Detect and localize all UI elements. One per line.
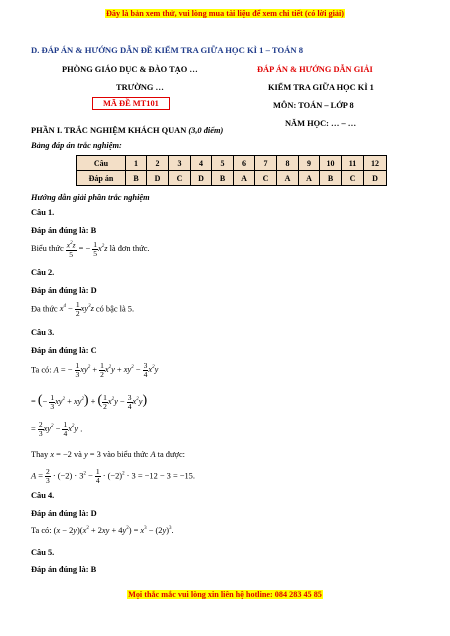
school-label: TRƯỜNG … [116,83,164,92]
q3-step1: Ta có: A = − $\frac{1}{3}$ $xy^2$ + $\frac{1}{2}$ $x^2y + xy^2$ − $\frac{3}{4}$ $x^2y$ [31,361,159,379]
answer-letter: B [212,171,234,186]
q3-final: A = $\frac{2}{3}$ · $(-2) \cdot 3^2$ − $\frac{1}{4}$ · $(-2)^2 \cdot 3 = -12 - 3 = -15$. [31,467,195,485]
subject-label: MÔN: TOÁN – LỚP 8 [273,101,354,110]
part1-heading: PHẦN I. TRẮC NGHIỆM KHÁCH QUAN (3,0 điểm) [31,126,224,135]
question-row [77,156,387,171]
question-number: 3 [169,156,191,171]
answer-letter: B [320,171,342,186]
question-number: 7 [255,156,277,171]
question-row-label: Câu [77,156,126,171]
q5-label: Câu 5. [31,548,55,557]
answer-letter: B [126,171,147,186]
q4-explanation: Ta có: $(x - 2y)(x^2 + 2xy + 4y^2) = x^3 - (2y)^3$. [31,526,174,535]
question-number: 8 [277,156,299,171]
answer-key-title: ĐÁP ÁN & HƯỚNG DẪN GIẢI [257,65,373,74]
q4-label: Câu 4. [31,491,55,500]
question-number: 2 [147,156,169,171]
department-label: PHÒNG GIÁO DỤC & ĐÀO TẠO … [62,65,198,74]
answer-row-label: Đáp án [77,171,126,186]
answer-letter: A [277,171,299,186]
q2-label: Câu 2. [31,268,55,277]
q1-answer: Đáp án đúng là: B [31,226,97,235]
answer-letter: A [299,171,320,186]
q1-fraction: $\frac{x^2z}{5}$ [66,240,76,259]
question-number: 10 [320,156,342,171]
answer-letter: C [342,171,364,186]
table-caption: Bảng đáp án trắc nghiệm: [31,141,122,150]
question-number: 4 [191,156,212,171]
footer-notice: Mọi thắc mắc vui lòng xin liên hệ hotline: 084 283 45 85 [128,590,322,599]
q3-substitution: Thay x = −2 và y = 3 vào biểu thức A ta được: [31,450,186,459]
q3-step3: = $\frac{2}{3}$ $xy^2$ − $\frac{1}{4}$ $x^2y$ . [31,420,83,438]
q4-answer: Đáp án đúng là: D [31,509,97,518]
q2-explanation: Đa thức $x^4$ − $\frac{1}{2}$ $xy^3z$ có bậc là 5. [31,300,135,318]
section-title: D. ĐÁP ÁN & HƯỚNG DẪN ĐỀ KIỂM TRA GIỮA HỌC KÌ 1 – TOÁN 8 [31,45,303,55]
answer-letter: A [234,171,255,186]
q3-label: Câu 3. [31,328,55,337]
q3-step2: = (− $\frac{1}{3}$ $xy^2 + xy^2$) + ( $\frac{1}{2}$ $x^2y$ − $\frac{3}{4}$ $x^2y$) [31,392,148,411]
exam-code-badge: MÃ ĐỀ MT101 [92,97,170,110]
question-number: 5 [212,156,234,171]
school-year-label: NĂM HỌC: … – … [285,119,357,128]
header-notice: Đây là bản xem thử, vui lòng mua tài liệu để xem chi tiết (có lời giải) [105,9,344,18]
q2-answer: Đáp án đúng là: D [31,286,97,295]
question-number: 11 [342,156,364,171]
answer-letter: C [169,171,191,186]
guide-heading: Hướng dẫn giải phần trắc nghiệm [31,193,150,202]
answer-letter: D [191,171,212,186]
question-number: 1 [126,156,147,171]
question-number: 9 [299,156,320,171]
answer-row [77,171,387,186]
answer-letter: C [255,171,277,186]
q5-answer: Đáp án đúng là: B [31,565,97,574]
q1-label: Câu 1. [31,208,55,217]
question-number: 12 [364,156,387,171]
question-number: 6 [234,156,255,171]
answer-letter: D [364,171,387,186]
answer-table [76,155,387,186]
q1-explanation: Biểu thức $\frac{x^2z}{5}$ = − $\frac{1}{5}$ $x^2z$ là đơn thức. [31,239,150,259]
answer-letter: D [147,171,169,186]
q3-answer: Đáp án đúng là: C [31,346,97,355]
exam-title: KIỂM TRA GIỮA HỌC KÌ 1 [268,83,374,92]
